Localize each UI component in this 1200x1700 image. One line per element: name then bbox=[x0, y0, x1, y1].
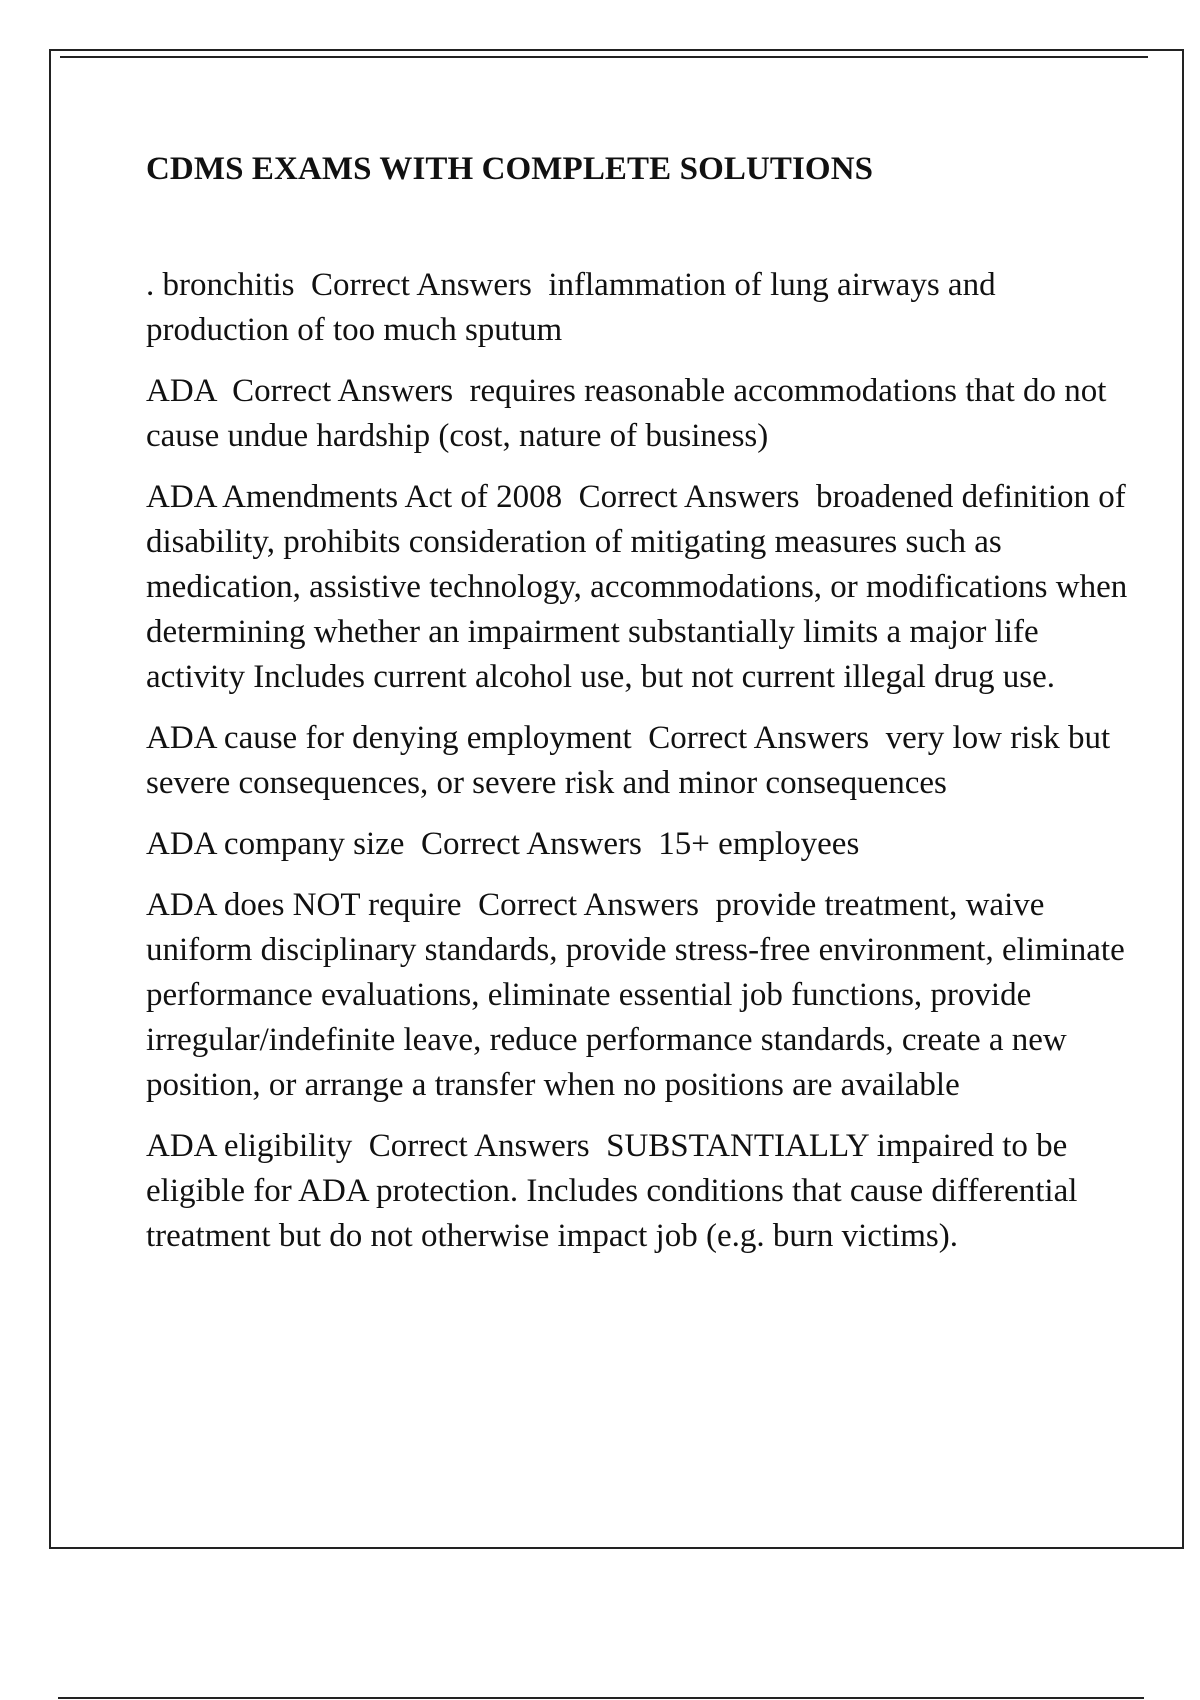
qa-entry-bronchitis: . bronchitis Correct Answers inflammation of lung airways and production of too much sputum bbox=[146, 267, 1004, 348]
qa-entry-ada-company-size: ADA company size Correct Answers 15+ employees bbox=[146, 826, 860, 862]
qa-entry-ada-denying-employment: ADA cause for denying employment Correct Answers very low risk but severe consequences, or severe risk and minor consequences bbox=[146, 720, 1119, 801]
bottom-rule-divider bbox=[58, 1697, 1144, 1699]
page-frame bbox=[49, 49, 1184, 1549]
qa-entry-ada-amendments: ADA Amendments Act of 2008 Correct Answers broadened definition of disability, prohibits consideration of mitigating measures such as medication, assistive technology, accommodations, or modifications when determining whether an impairment substantially limits a major life activity Includes current alcohol use, but not current illegal drug use. bbox=[146, 479, 1136, 695]
qa-entry-ada-not-required: ADA does NOT require Correct Answers provide treatment, waive uniform disciplinary standards, provide stress-free environment, eliminate performance evaluations, eliminate essential job functions, provide irregular/indefinite leave, reduce performance standards, create a new position, or arrange a transfer when no positions are available bbox=[146, 887, 1133, 1103]
qa-entry-ada: ADA Correct Answers requires reasonable accommodations that do not cause undue hardship (cost, nature of business) bbox=[146, 373, 1115, 454]
qa-entry-ada-eligibility: ADA eligibility Correct Answers SUBSTANTIALLY impaired to be eligible for ADA protection. Includes conditions that cause differential treatment but do not otherwise impact job (e.g. burn victims). bbox=[146, 1128, 1086, 1254]
top-rule-divider bbox=[60, 56, 1148, 58]
document-body bbox=[146, 149, 1136, 1275]
document-title: CDMS EXAMS WITH COMPLETE SOLUTIONS bbox=[146, 151, 874, 187]
